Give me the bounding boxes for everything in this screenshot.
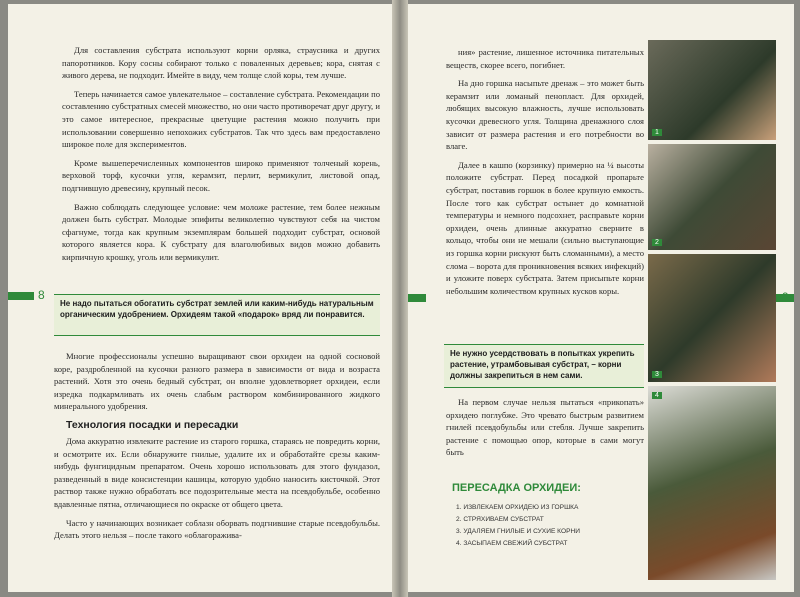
accent-bar	[8, 292, 34, 300]
right-page	[408, 4, 794, 592]
step-item: 2. СТРЯХИВАЕМ СУБСТРАТ	[456, 516, 544, 523]
photo-step-3	[648, 254, 776, 382]
photo-column	[648, 40, 776, 580]
photo-step-1	[648, 40, 776, 140]
left-column-top	[62, 44, 380, 270]
step-item: 1. ИЗВЛЕКАЕМ ОРХИДЕЮ ИЗ ГОРШКА	[456, 504, 579, 511]
paragraph: Далее в кашпо (корзинку) примерно на ¼ высоты положите субстрат. Перед посадкой пропарьте субстрат, поставив горшок в более крупную емкость. После того как субстрат остынет до комнатной температуры и немного подсохнет, расправьте корни орхидеи, очень длинные аккуратно сверните в кольцо, чтобы они не мешали (сильно выступающие из горшка корни рискуют быть сломанными), а место слома – ворота для проникновения всяких инфекций) и уложите поверх субстрата. Затем присыпьте корни небольшим количеством крупных кусков коры.	[446, 159, 644, 296]
photo-label: 4	[652, 392, 662, 399]
accent-bar	[408, 294, 426, 302]
photo-label: 2	[652, 239, 662, 246]
step-item: 3. УДАЛЯЕМ ГНИЛЫЕ И СУХИЕ КОРНИ	[456, 528, 580, 535]
steps-title: ПЕРЕСАДКА ОРХИДЕИ:	[452, 482, 581, 494]
paragraph: Теперь начинается самое увлекательное – составление субстрата. Рекомендации по составлению субстратных смесей множество, но они часто противоречат друг другу, и это самое интересное, прекрасные цветущие растения можно получить при использовании совершенно непохожих субстратов. Так что здесь вам предоставлено широкое поле для экспериментов.	[62, 88, 380, 150]
right-column-bottom	[446, 396, 644, 465]
left-page	[8, 4, 392, 592]
photo-step-2	[648, 144, 776, 250]
paragraph: На дно горшка насыпьте дренаж – это может быть керамзит или ломаный пенопласт. Для орхидей, любящих высокую влажность, лучше использовать кусочки древесного угля. Толщина дренажного слоя зависит от размера растения и его потребности во влаге.	[446, 78, 644, 152]
right-column	[446, 46, 644, 303]
book-gutter	[392, 0, 408, 597]
highlight-box: Не надо пытаться обогатить субстрат землей или каким-нибудь натуральным органическим удобрением. Орхидеям такой «подарок» вряд ли понравится.	[54, 294, 380, 336]
paragraph: Многие профессионалы успешно выращивают свои орхидеи на одной сосновой коре, раздробленной на кусочки разного размера в зависимости от вида и возраста растений. Хотя это очень бедный субстрат, он вполне удовлетворяет орхидеи, если изредка подкармливать их очень слабым раствором комбинированного жидкого минерального удобрения.	[54, 351, 380, 412]
photo-label: 1	[652, 129, 662, 136]
paragraph: На первом случае нельзя пытаться «прикопать» орхидею поглубже. Это чревато быстрым развитием гнилей псевдобульбы или стебля. Лучше закрепить растение с помощью опор, которые в сами могут быть	[446, 397, 644, 458]
paragraph: Важно соблюдать следующее условие: чем моложе растение, тем более нежным должен быть субстрат. Молодые эпифиты великолепно чувствуют себя на чистом сфагнуме, тогда как крупным экземплярам большей подходит субстрат, основой которого является кора. К субстрату для влаголюбивых видов можно добавить кирпичную крошку, уголь или вермикулит.	[62, 201, 380, 262]
photo-label: 3	[652, 371, 662, 378]
steps-box	[448, 482, 634, 552]
step-item: 4. ЗАСЫПАЕМ СВЕЖИЙ СУБСТРАТ	[456, 540, 568, 547]
highlight-box: Не нужно усердствовать в попытках укрепить растение, утрамбовывая субстрат, – корни должны закрепиться в нем сами.	[444, 344, 644, 388]
paragraph: Дома аккуратно извлеките растение из старого горшка, стараясь не повредить корни, и осмотрите их. Если обнаружите гнилые, удалите их и обработайте срезы каким-нибудь фунгицидным препаратом. Очень хорошо использовать для этого фундазол, разведенный в виде консистенции кашицы, которую удобно наносить кисточкой. Этот раствор также нужно обработать все подозрительные места на псевдобульбе, особенно вдавленные пятна, отличающиеся по окраске от общего цвета.	[54, 435, 380, 509]
paragraph: Для составления субстрата используют корни орляка, страусника и других папоротников. Кору сосны собирают только с поваленных деревьев; кора, снятая с живого дерева, не подходит. Имейте в виду, чем толще слой коры, тем лучше.	[62, 45, 380, 81]
paragraph: ния» растение, лишенное источника питательных веществ, скорее всего, погибнет.	[446, 47, 644, 70]
page-number: 8	[38, 288, 45, 302]
left-column-bottom	[54, 350, 380, 548]
paragraph: Кроме вышеперечисленных компонентов широко применяют толченый корень, верховой торф, кусочки угля, керамзит, перлит, вермикулит, листовой опад, подгнившую древесину, крупный песок.	[62, 157, 380, 193]
section-heading: Технология посадки и пересадки	[66, 418, 239, 431]
paragraph: Часто у начинающих возникает соблазн оборвать подгнившие старые псевдобульбы. Делать этого нельзя – после такого «облагоражива-	[54, 517, 380, 541]
photo-step-4	[648, 386, 776, 580]
